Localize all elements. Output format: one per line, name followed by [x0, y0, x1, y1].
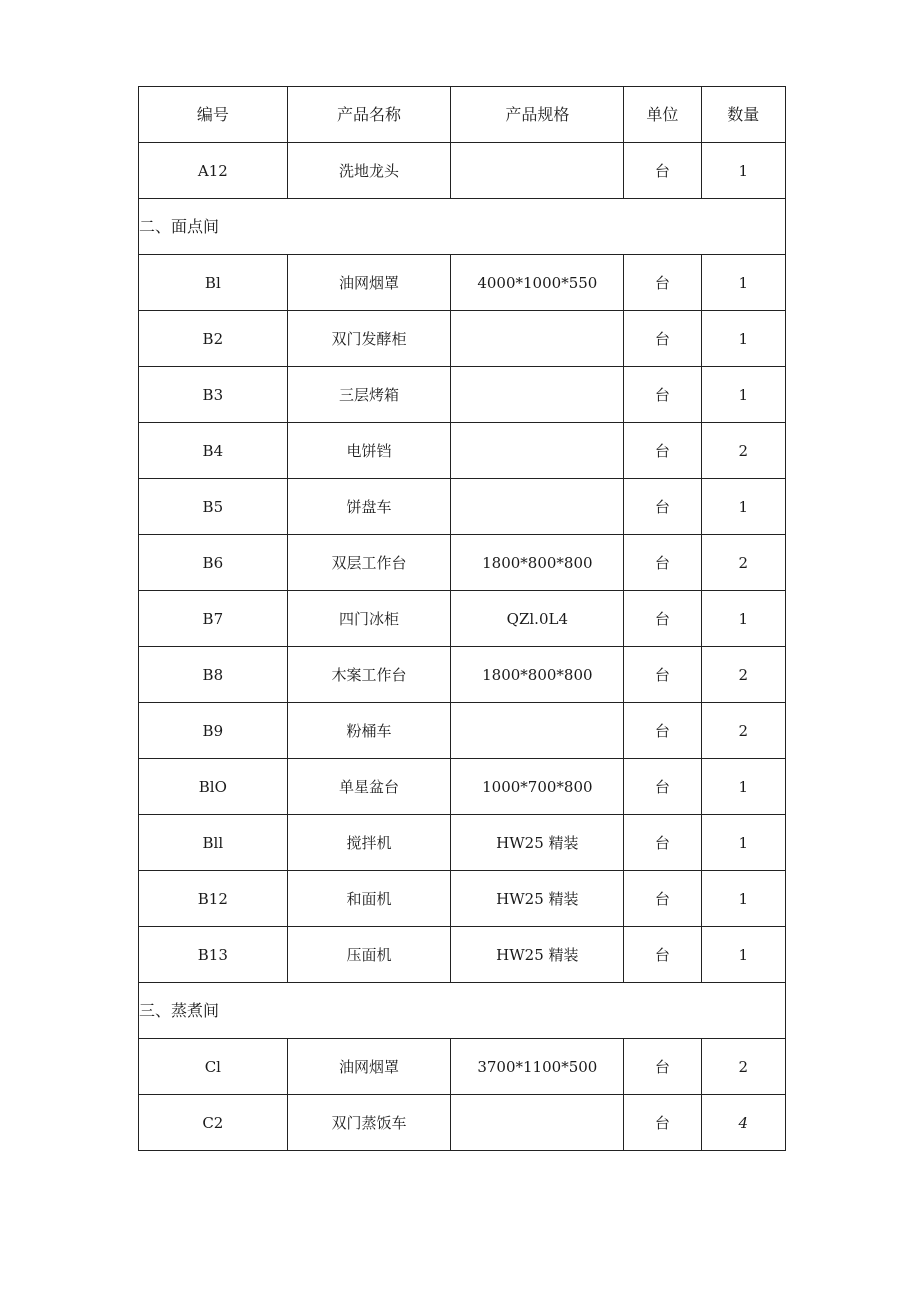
cell-name: 双层工作台 [287, 535, 451, 591]
cell-spec: 3700*1100*500 [451, 1039, 624, 1095]
cell-unit: 台 [624, 647, 701, 703]
cell-name: 油网烟罩 [287, 255, 451, 311]
cell-unit: 台 [624, 1095, 701, 1151]
cell-spec [451, 703, 624, 759]
header-spec: 产品规格 [451, 87, 624, 143]
cell-qty: 1 [701, 759, 785, 815]
cell-unit: 台 [624, 871, 701, 927]
cell-spec [451, 479, 624, 535]
section-row [139, 199, 786, 255]
table-row [139, 759, 786, 815]
cell-code: B12 [139, 871, 288, 927]
cell-name: 油网烟罩 [287, 1039, 451, 1095]
section-title: 二、面点间 [139, 199, 786, 255]
cell-unit: 台 [624, 703, 701, 759]
cell-spec: HW25 精装 [451, 815, 624, 871]
section-row [139, 983, 786, 1039]
cell-qty: 2 [701, 423, 785, 479]
table-row [139, 1039, 786, 1095]
cell-spec: 1000*700*800 [451, 759, 624, 815]
table-row [139, 815, 786, 871]
cell-qty: 2 [701, 703, 785, 759]
cell-spec [451, 423, 624, 479]
cell-qty: 1 [701, 927, 785, 983]
table-row [139, 423, 786, 479]
cell-qty: 1 [701, 591, 785, 647]
cell-code: Bll [139, 815, 288, 871]
table-row [139, 871, 786, 927]
equipment-table-body [139, 87, 786, 1151]
cell-unit: 台 [624, 479, 701, 535]
cell-name: 三层烤箱 [287, 367, 451, 423]
table-row [139, 647, 786, 703]
cell-name: 双门蒸饭车 [287, 1095, 451, 1151]
cell-code: B7 [139, 591, 288, 647]
cell-code: B13 [139, 927, 288, 983]
cell-code: B6 [139, 535, 288, 591]
cell-code: B4 [139, 423, 288, 479]
cell-code: B2 [139, 311, 288, 367]
cell-code: Bl [139, 255, 288, 311]
cell-spec: 4000*1000*550 [451, 255, 624, 311]
cell-name: 粉桶车 [287, 703, 451, 759]
cell-name: 和面机 [287, 871, 451, 927]
cell-unit: 台 [624, 143, 701, 199]
cell-qty: 1 [701, 479, 785, 535]
header-row [139, 87, 786, 143]
cell-name: 木案工作台 [287, 647, 451, 703]
cell-spec [451, 367, 624, 423]
cell-qty: 1 [701, 367, 785, 423]
table-row [139, 535, 786, 591]
cell-qty: 2 [701, 1039, 785, 1095]
cell-spec [451, 1095, 624, 1151]
cell-name: 双门发酵柜 [287, 311, 451, 367]
cell-spec: HW25 精装 [451, 927, 624, 983]
section-title: 三、蒸煮间 [139, 983, 786, 1039]
cell-qty: 2 [701, 535, 785, 591]
cell-spec [451, 143, 624, 199]
table-row [139, 1095, 786, 1151]
table-row [139, 311, 786, 367]
cell-code: B8 [139, 647, 288, 703]
equipment-list-sheet [138, 86, 786, 1151]
table-row [139, 367, 786, 423]
cell-code: B5 [139, 479, 288, 535]
table-row [139, 591, 786, 647]
cell-unit: 台 [624, 1039, 701, 1095]
table-row [139, 143, 786, 199]
cell-qty: 1 [701, 311, 785, 367]
cell-name: 搅拌机 [287, 815, 451, 871]
cell-name: 洗地龙头 [287, 143, 451, 199]
table-row [139, 255, 786, 311]
cell-spec: QZl.0L4 [451, 591, 624, 647]
cell-name: 电饼铛 [287, 423, 451, 479]
cell-unit: 台 [624, 927, 701, 983]
cell-code: A12 [139, 143, 288, 199]
cell-qty: 1 [701, 871, 785, 927]
table-row [139, 479, 786, 535]
cell-name: 单星盆台 [287, 759, 451, 815]
cell-qty: 1 [701, 143, 785, 199]
cell-qty: 1 [701, 255, 785, 311]
cell-unit: 台 [624, 423, 701, 479]
cell-qty: 4 [701, 1095, 785, 1151]
cell-code: B3 [139, 367, 288, 423]
table-row [139, 927, 786, 983]
header-unit: 单位 [624, 87, 701, 143]
cell-spec: HW25 精装 [451, 871, 624, 927]
cell-code: BlO [139, 759, 288, 815]
cell-name: 四门冰柜 [287, 591, 451, 647]
cell-unit: 台 [624, 255, 701, 311]
table-row [139, 703, 786, 759]
cell-qty: 2 [701, 647, 785, 703]
cell-unit: 台 [624, 535, 701, 591]
cell-name: 压面机 [287, 927, 451, 983]
cell-spec: 1800*800*800 [451, 535, 624, 591]
cell-unit: 台 [624, 815, 701, 871]
cell-unit: 台 [624, 311, 701, 367]
header-qty: 数量 [701, 87, 785, 143]
cell-code: B9 [139, 703, 288, 759]
cell-code: Cl [139, 1039, 288, 1095]
cell-unit: 台 [624, 367, 701, 423]
cell-unit: 台 [624, 759, 701, 815]
cell-name: 饼盘车 [287, 479, 451, 535]
equipment-table [138, 86, 786, 1151]
cell-spec: 1800*800*800 [451, 647, 624, 703]
cell-code: C2 [139, 1095, 288, 1151]
header-code: 编号 [139, 87, 288, 143]
cell-unit: 台 [624, 591, 701, 647]
cell-qty: 1 [701, 815, 785, 871]
header-name: 产品名称 [287, 87, 451, 143]
cell-spec [451, 311, 624, 367]
